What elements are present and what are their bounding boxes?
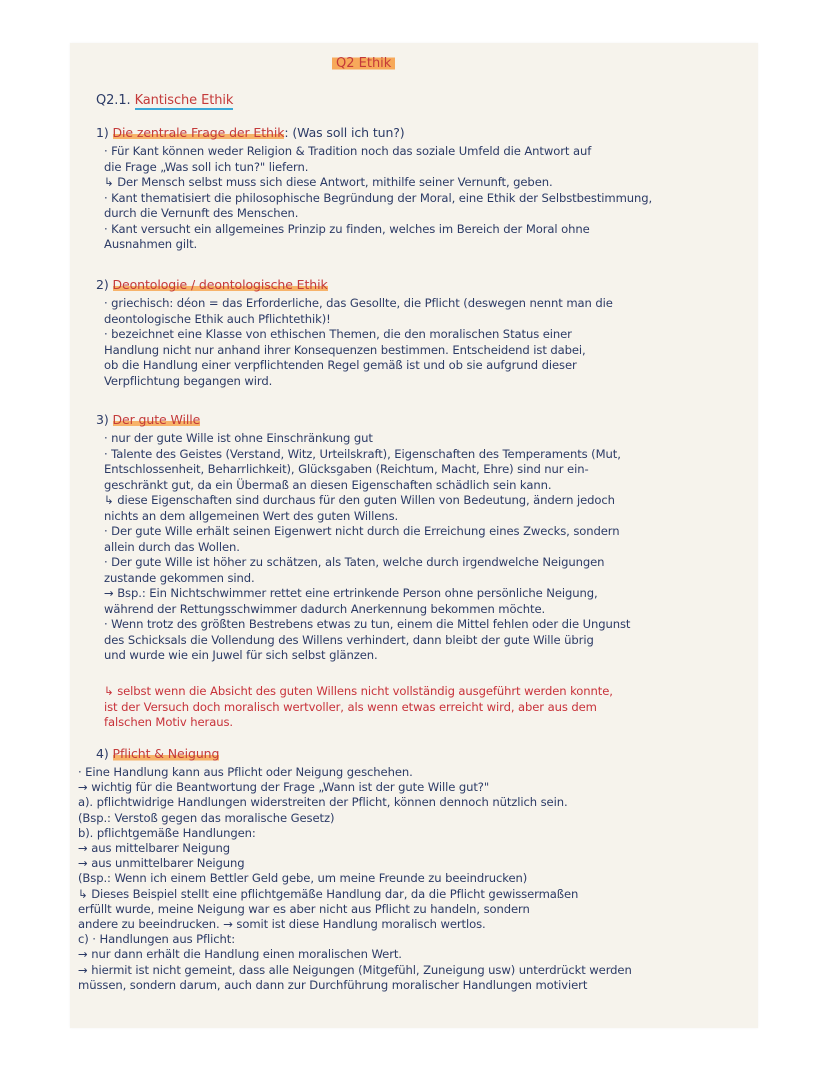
note-line: (Bsp.: Verstoß gegen das moralische Gesetz) <box>78 810 335 825</box>
note-line: erfüllt wurde, meine Neigung war es aber nicht aus Pflicht zu handeln, sondern <box>78 901 530 916</box>
note-line: ↳ diese Eigenschaften sind durchaus für den guten Willen von Bedeutung, ändern jedoch <box>104 493 615 507</box>
s2-number: 2) <box>96 277 109 292</box>
note-line: → wichtig für die Beantwortung der Frage „Wann ist der gute Wille gut?" <box>78 780 490 795</box>
note-line: ob die Handlung einer verpflichtenden Regel gemäß ist und ob sie aufgrund dieser <box>104 358 577 372</box>
note-line: · Für Kant können weder Religion & Tradition noch das soziale Umfeld die Antwort auf <box>104 144 592 158</box>
note-line: → aus unmittelbarer Neigung <box>78 856 245 871</box>
note-line: · bezeichnet eine Klasse von ethischen Themen, die den moralischen Status einer <box>104 327 572 341</box>
note-line: · nur der gute Wille ist ohne Einschränkung gut <box>104 431 373 445</box>
note-line: · Kant versucht ein allgemeines Prinzip zu finden, welches im Bereich der Moral ohne <box>104 221 590 236</box>
note-line: · Talente des Geistes (Verstand, Witz, Urteilskraft), Eigenschaften des Temperaments (Mut, <box>104 446 621 461</box>
note-line: · Der gute Wille ist höher zu schätzen, als Taten, welche durch irgendwelche Neigungen <box>104 555 605 569</box>
note-line: · griechisch: déon = das Erforderliche, das Gesollte, die Pflicht (deswegen nennt man die <box>104 296 613 310</box>
note-line: → aus mittelbarer Neigung <box>78 841 231 855</box>
note-line: → Bsp.: Ein Nichtschwimmer rettet eine ertrinkende Person ohne persönliche Neigung, <box>104 586 598 600</box>
section-title: Kantische Ethik <box>134 93 234 108</box>
s1-number: 1) <box>96 125 109 140</box>
note-line: c) · Handlungen aus Pflicht: <box>78 932 235 947</box>
page-title: Q2 Ethik <box>332 56 395 71</box>
s2-heading <box>96 278 328 292</box>
note-line: allein durch das Wollen. <box>104 539 240 554</box>
note-line: → nur dann erhält die Handlung einen moralischen Wert. <box>78 947 402 962</box>
note-line: b). pflichtgemäße Handlungen: <box>78 825 256 840</box>
note-line: die Frage „Was soll ich tun?" liefern. <box>104 159 309 174</box>
note-line: nichts an dem allgemeinen Wert des guten Willens. <box>104 508 399 523</box>
note-line: a). pflichtwidrige Handlungen widerstreiten der Pflicht, können dennoch nützlich sein. <box>78 795 568 810</box>
section-number: Q2.1. <box>96 93 131 108</box>
note-line: zustande gekommen sind. <box>104 570 255 585</box>
note-line: · Eine Handlung kann aus Pflicht oder Neigung geschehen. <box>78 765 413 779</box>
note-line: Verpflichtung begangen wird. <box>104 373 273 388</box>
note-line: und wurde wie ein Juwel für sich selbst glänzen. <box>104 648 378 662</box>
s1-title-rest: : (Was soll ich tun?) <box>284 125 405 140</box>
note-line: durch die Vernunft des Menschen. <box>104 206 299 220</box>
note-line: müssen, sondern darum, auch dann zur Durchführung moralischer Handlungen motiviert <box>78 977 588 992</box>
s3-number: 3) <box>96 412 109 427</box>
note-line: Ausnahmen gilt. <box>104 237 198 251</box>
note-line: geschränkt gut, da ein Übermaß an diesen Eigenschaften schädlich sein kann. <box>104 477 552 492</box>
note-line: · Der gute Wille erhält seinen Eigenwert nicht durch die Erreichung eines Zwecks, sondern <box>104 524 620 538</box>
section-heading <box>96 94 233 108</box>
note-line: ist der Versuch doch moralisch wertvoller, als wenn etwas erreicht wird, aber aus dem <box>104 699 597 714</box>
s3-title: Der gute Wille <box>112 412 201 427</box>
note-line: während der Rettungsschwimmer dadurch Anerkennung bekommen möchte. <box>104 601 546 616</box>
note-line: falschen Motiv heraus. <box>104 715 233 729</box>
note-line: Entschlossenheit, Beharrlichkeit), Glücksgaben (Reichtum, Macht, Ehre) sind nur ein- <box>104 462 589 476</box>
s1-title: Die zentrale Frage der Ethik <box>112 125 285 140</box>
note-line: ↳ Der Mensch selbst muss sich diese Antwort, mithilfe seiner Vernunft, geben. <box>104 175 553 189</box>
note-line: des Schicksals die Vollendung des Willens verhindert, dann bleibt der gute Wille übrig <box>104 632 594 647</box>
note-line: → hiermit ist nicht gemeint, dass alle Neigungen (Mitgefühl, Zuneigung usw) unterdrückt werden <box>78 962 632 977</box>
note-line: ↳ Dieses Beispiel stellt eine pflichtgemäße Handlung dar, da die Pflicht gewissermaßen <box>78 886 579 901</box>
s3-heading <box>96 413 200 427</box>
s2-title: Deontologie / deontologische Ethik <box>112 277 328 292</box>
note-line: · Wenn trotz des größten Bestrebens etwas zu tun, einem die Mittel fehlen oder die Ungunst <box>104 617 631 631</box>
s4-number: 4) <box>96 746 109 761</box>
note-line: ↳ selbst wenn die Absicht des guten Willens nicht vollständig ausgeführt werden konnte, <box>104 684 613 698</box>
s4-heading <box>96 747 219 761</box>
note-line: · Kant thematisiert die philosophische Begründung der Moral, eine Ethik der Selbstbestimmung, <box>104 190 653 205</box>
note-line: (Bsp.: Wenn ich einem Bettler Geld gebe, um meine Freunde zu beeindrucken) <box>78 871 528 886</box>
s4-title: Pflicht & Neigung <box>112 746 220 761</box>
note-line: Handlung nicht nur anhand ihrer Konsequenzen bestimmen. Entscheidend ist dabei, <box>104 342 586 357</box>
note-line: deontologische Ethik auch Pflichtethik)! <box>104 311 331 326</box>
note-line: andere zu beeindrucken. → somit ist diese Handlung moralisch wertlos. <box>78 917 486 931</box>
s1-heading <box>96 126 405 140</box>
